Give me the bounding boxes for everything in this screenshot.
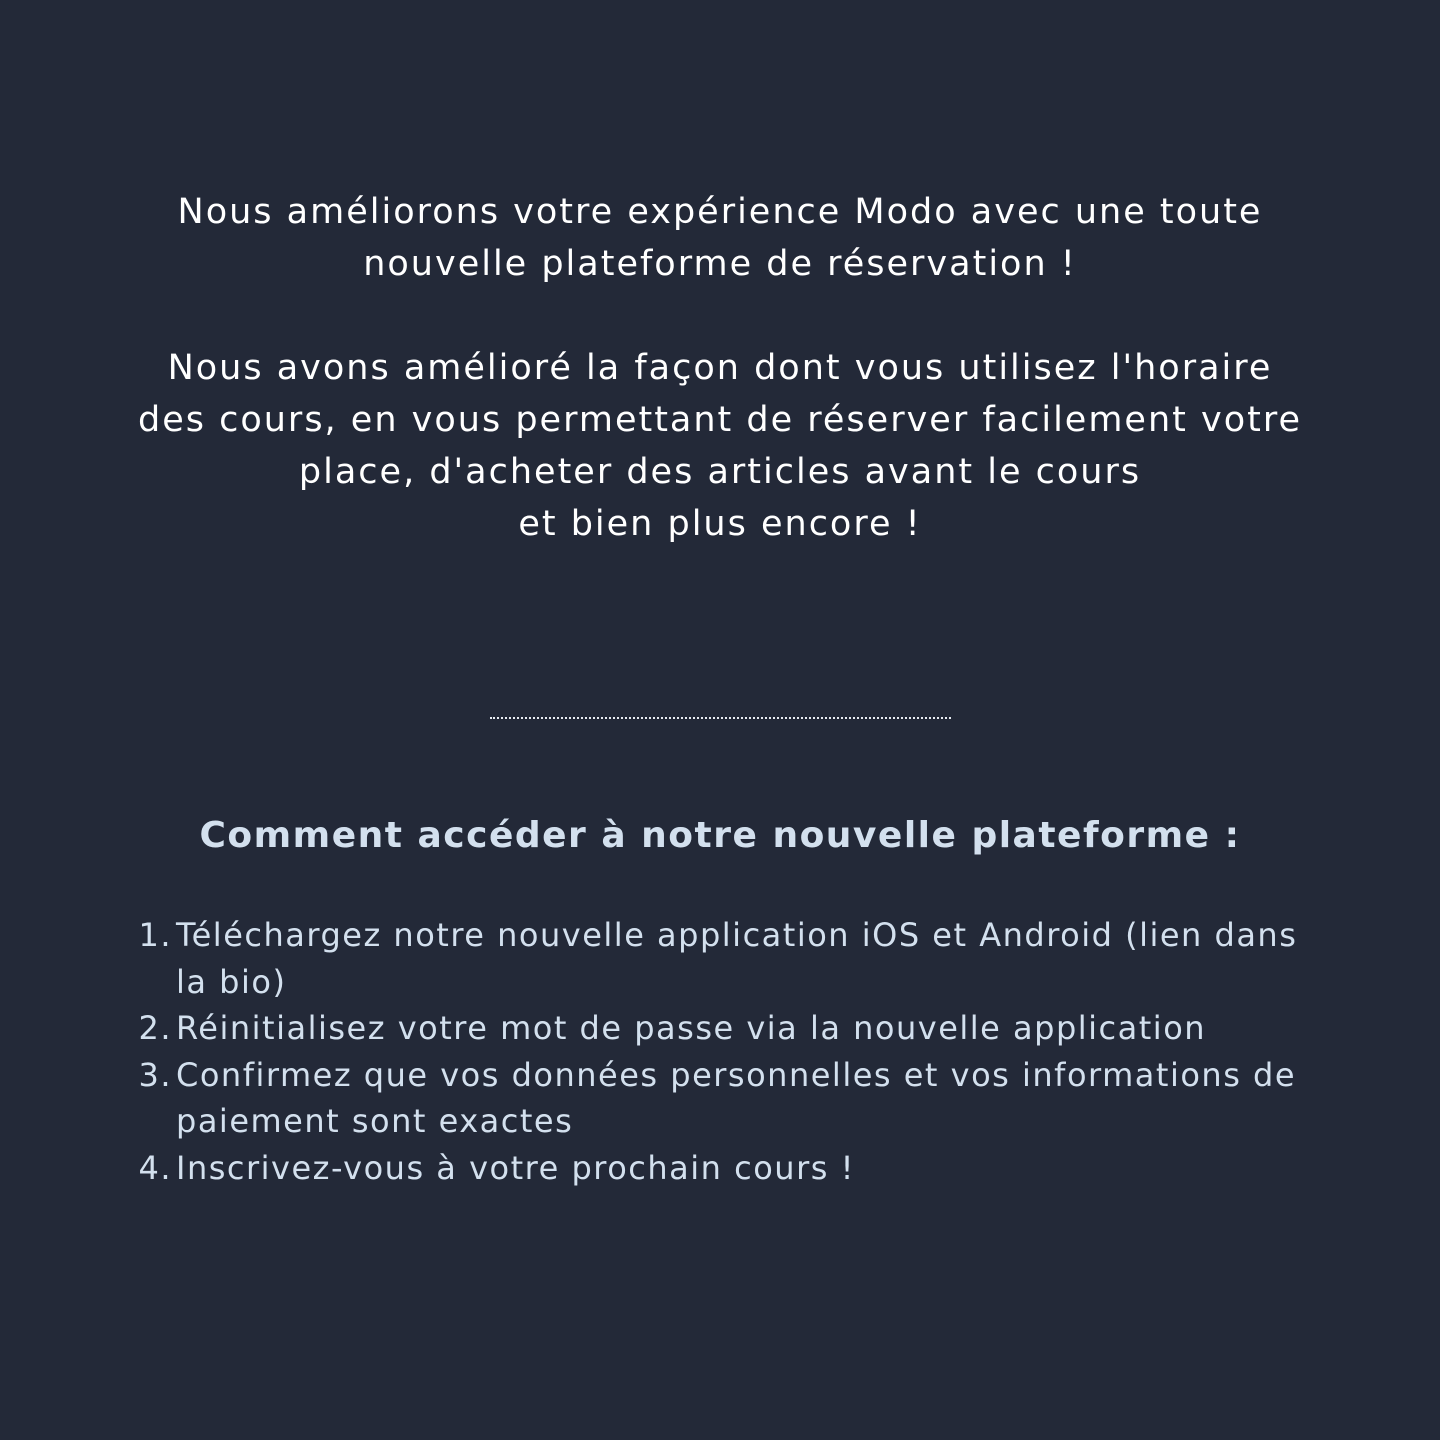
dotted-divider	[490, 717, 951, 719]
intro-line: et bien plus encore !	[518, 504, 922, 544]
how-to-title: Comment accéder à notre nouvelle plateforme :	[199, 815, 1241, 856]
step-text: Téléchargez notre nouvelle application iOS et Android (lien dans la bio)	[176, 916, 1298, 1001]
step-text: Confirmez que vos données personnelles et vos informations de paiement sont exactes	[176, 1055, 1297, 1140]
step-text: Inscrivez-vous à votre prochain cours !	[176, 1148, 855, 1187]
step-item	[138, 912, 1306, 1005]
step-item	[138, 1145, 1306, 1192]
step-number: 4.	[138, 1148, 172, 1187]
step-item	[138, 1005, 1306, 1052]
intro-line: place, d'acheter des articles avant le cours	[298, 452, 1142, 492]
intro-line: Nous améliorons votre expérience Modo avec une toute	[177, 192, 1263, 232]
steps-list	[138, 912, 1306, 1191]
step-item	[138, 1052, 1306, 1145]
step-number: 2.	[138, 1009, 172, 1047]
step-number: 3.	[138, 1055, 172, 1094]
step-text: Réinitialisez votre mot de passe via la nouvelle application	[176, 1009, 1207, 1047]
intro-line: Nous avons amélioré la façon dont vous utilisez l'horaire	[167, 348, 1273, 388]
intro-line: nouvelle plateforme de réservation !	[363, 244, 1077, 284]
intro-paragraph-2	[90, 342, 1350, 550]
intro-line: des cours, en vous permettant de réserver facilement votre	[137, 400, 1303, 440]
step-number: 1.	[138, 916, 172, 954]
intro-paragraph-1	[90, 186, 1350, 290]
